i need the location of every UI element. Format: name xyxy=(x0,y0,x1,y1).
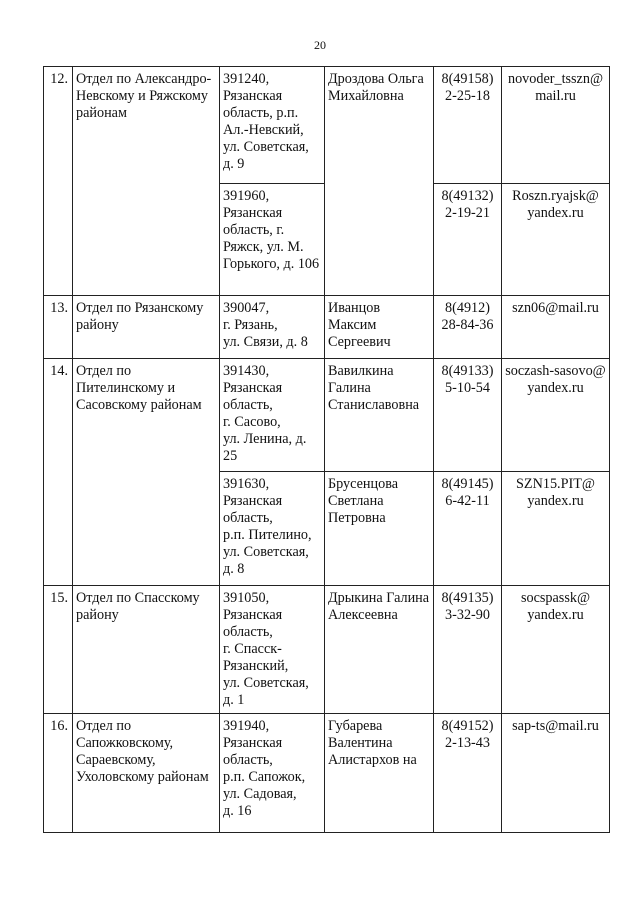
address-cell: 391240, Рязанская область, р.п. Ал.-Невский, ул. Советская, д. 9 xyxy=(220,67,325,184)
email-cell: novoder_tsszn@ mail.ru xyxy=(502,67,610,184)
table-row xyxy=(44,296,610,359)
address-cell: 391940, Рязанская область, р.п. Сапожок, ул. Садовая, д. 16 xyxy=(220,714,325,833)
department-name: Отдел по Спасскому району xyxy=(73,586,220,714)
phone-cell: 8(49152) 2-13-43 xyxy=(434,714,502,833)
email-cell: socspassk@ yandex.ru xyxy=(502,586,610,714)
phone-cell: 8(49132) 2-19-21 xyxy=(434,184,502,296)
head-name: Брусенцова Светлана Петровна xyxy=(325,472,434,586)
address-cell: 391430, Рязанская область, г. Сасово, ул. Ленина, д. 25 xyxy=(220,359,325,472)
email-cell: sap-ts@mail.ru xyxy=(502,714,610,833)
phone-cell: 8(49135) 3-32-90 xyxy=(434,586,502,714)
address-cell: 390047, г. Рязань, ул. Связи, д. 8 xyxy=(220,296,325,359)
page-number: 20 xyxy=(314,38,326,52)
phone-cell: 8(49133) 5-10-54 xyxy=(434,359,502,472)
department-name: Отдел по Александро-Невскому и Ряжскому районам xyxy=(73,67,220,296)
email-cell: szn06@mail.ru xyxy=(502,296,610,359)
row-number: 16. xyxy=(44,714,73,833)
row-number: 15. xyxy=(44,586,73,714)
head-name: Иванцов Максим Сергеевич xyxy=(325,296,434,359)
departments-table xyxy=(43,66,610,833)
row-number: 12. xyxy=(44,67,73,296)
department-name: Отдел по Рязанскому району xyxy=(73,296,220,359)
phone-cell: 8(49158) 2-25-18 xyxy=(434,67,502,184)
row-number: 13. xyxy=(44,296,73,359)
table-row xyxy=(44,359,610,472)
head-name: Дрыкина Галина Алексеевна xyxy=(325,586,434,714)
address-cell: 391960, Рязанская область, г. Ряжск, ул. М. Горького, д. 106 xyxy=(220,184,325,296)
table-row xyxy=(44,586,610,714)
head-name: Вавилкина Галина Станиславовна xyxy=(325,359,434,472)
table-row xyxy=(44,714,610,833)
row-number: 14. xyxy=(44,359,73,586)
department-name: Отдел по Пителинскому и Сасовскому районам xyxy=(73,359,220,586)
table-row xyxy=(44,67,610,184)
phone-cell: 8(49145) 6-42-11 xyxy=(434,472,502,586)
email-cell: SZN15.PIT@ yandex.ru xyxy=(502,472,610,586)
phone-cell: 8(4912) 28-84-36 xyxy=(434,296,502,359)
head-name: Дроздова Ольга Михайловна xyxy=(325,67,434,296)
address-cell: 391630, Рязанская область, р.п. Пителино, ул. Советская, д. 8 xyxy=(220,472,325,586)
email-cell: soczash-sasovo@ yandex.ru xyxy=(502,359,610,472)
department-name: Отдел по Сапожковскому, Сараевскому, Ухоловскому районам xyxy=(73,714,220,833)
address-cell: 391050, Рязанская область, г. Спасск-Рязанский, ул. Советская, д. 1 xyxy=(220,586,325,714)
email-cell: Roszn.ryajsk@ yandex.ru xyxy=(502,184,610,296)
head-name: Губарева Валентина Алистархов на xyxy=(325,714,434,833)
